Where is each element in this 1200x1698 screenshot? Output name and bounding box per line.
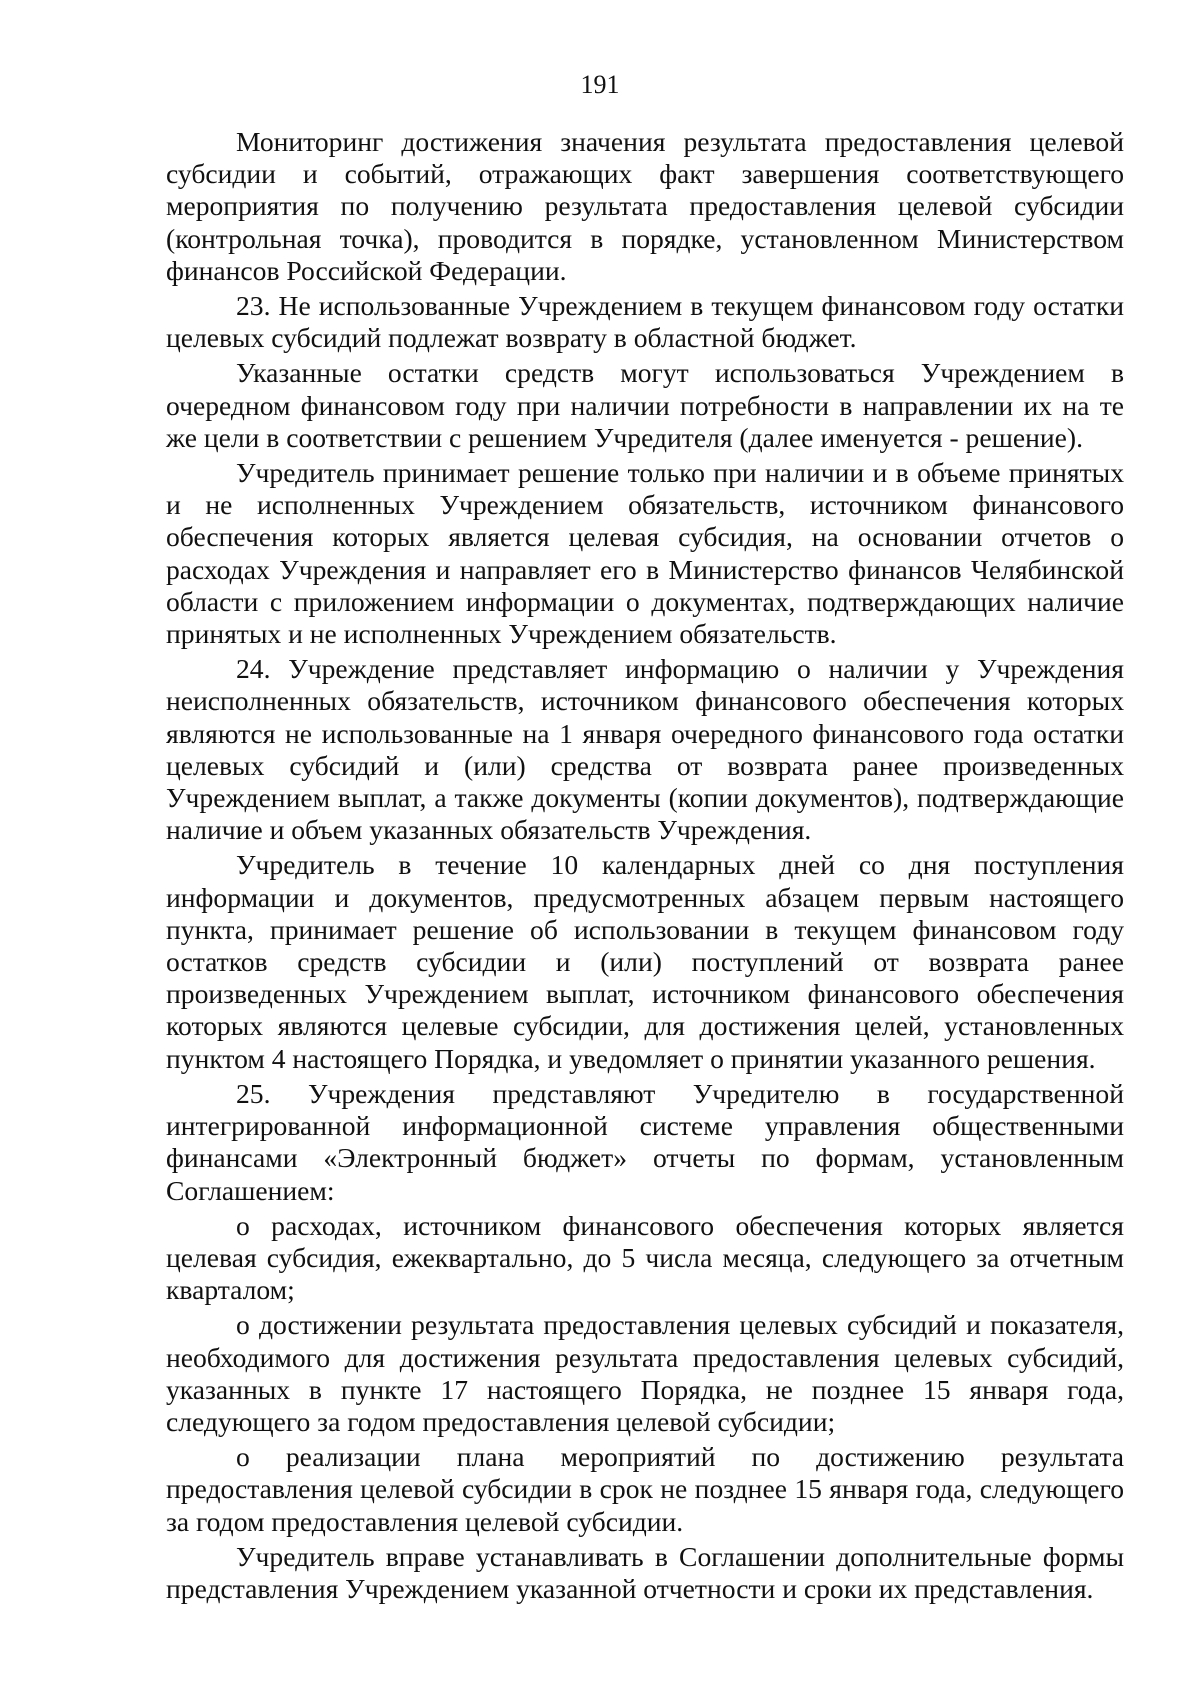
document-body <box>166 126 1124 1605</box>
paragraph-report-results: о достижении результата предоставления целевых субсидий и показателя, необходимого для достижения результата предоставления целевых субсидий, указанных в пункте 17 настоящего Порядка, не позднее 15 января года, следующего за годом предоставления целевой субсидии; <box>166 1309 1124 1437</box>
paragraph-founder-ten-days: Учредитель в течение 10 календарных дней со дня поступления информации и документов, предусмотренных абзацем первым настоящего пункта, принимает решение об использовании в текущем финансовом году остатков средств субсидии и (или) поступлений от возврата ранее произведенных Учреждением выплат, источником финансового обеспечения которых являются целевые субсидии, для достижения целей, установленных пунктом 4 настоящего Порядка, и уведомляет о принятии указанного решения. <box>166 849 1124 1074</box>
paragraph-report-expenses: о расходах, источником финансового обеспечения которых является целевая субсидия, ежеквартально, до 5 числа месяца, следующего за отчетным кварталом; <box>166 1209 1124 1306</box>
paragraph-remaining-funds: Указанные остатки средств могут использоваться Учреждением в очередном финансовом году при наличии потребности в направлении их на те же цели в соответствии с решением Учредителя (далее именуется - решение). <box>166 357 1124 453</box>
paragraph-founder-decision: Учредитель принимает решение только при наличии и в объеме принятых и не исполненных Учреждением обязательств, источником финансового обеспечения которых является целевая субсидия, на основании отчетов о расходах Учреждения и направляет его в Министерство финансов Челябинской области с приложением информации о документах, подтверждающих наличие принятых и не исполненных Учреждением обязательств. <box>166 457 1124 650</box>
paragraph-item-25: 25. Учреждения представляют Учредителю в государственной интегрированной информационной системе управления общественными финансами «Электронный бюджет» отчеты по формам, установленным Соглашением: <box>166 1077 1124 1206</box>
paragraph-item-24: 24. Учреждение представляет информацию о наличии у Учреждения неисполненных обязательств, источником финансового обеспечения которых являются не использованные на 1 января очередного финансового года остатки целевых субсидий и (или) средства от возврата ранее произведенных Учреждением выплат, а также документы (копии документов), подтверждающие наличие и объем указанных обязательств Учреждения. <box>166 653 1124 846</box>
page-number: 191 <box>580 70 620 99</box>
paragraph-report-plan: о реализации плана мероприятий по достижению результата предоставления целевой субсидии в срок не позднее 15 января года, следующего за годом предоставления целевой субсидии. <box>166 1441 1124 1537</box>
paragraph-additional-forms: Учредитель вправе устанавливать в Соглашении дополнительные формы представления Учреждением указанной отчетности и сроки их представления. <box>166 1540 1124 1604</box>
paragraph-item-23: 23. Не использованные Учреждением в текущем финансовом году остатки целевых субсидий подлежат возврату в областной бюджет. <box>166 290 1124 354</box>
paragraph-monitoring: Мониторинг достижения значения результата предоставления целевой субсидии и событий, отражающих факт завершения соответствующего мероприятия по получению результата предоставления целевой субсидии (контрольная точка), проводится в порядке, установленном Министерством финансов Российской Федерации. <box>166 126 1124 286</box>
